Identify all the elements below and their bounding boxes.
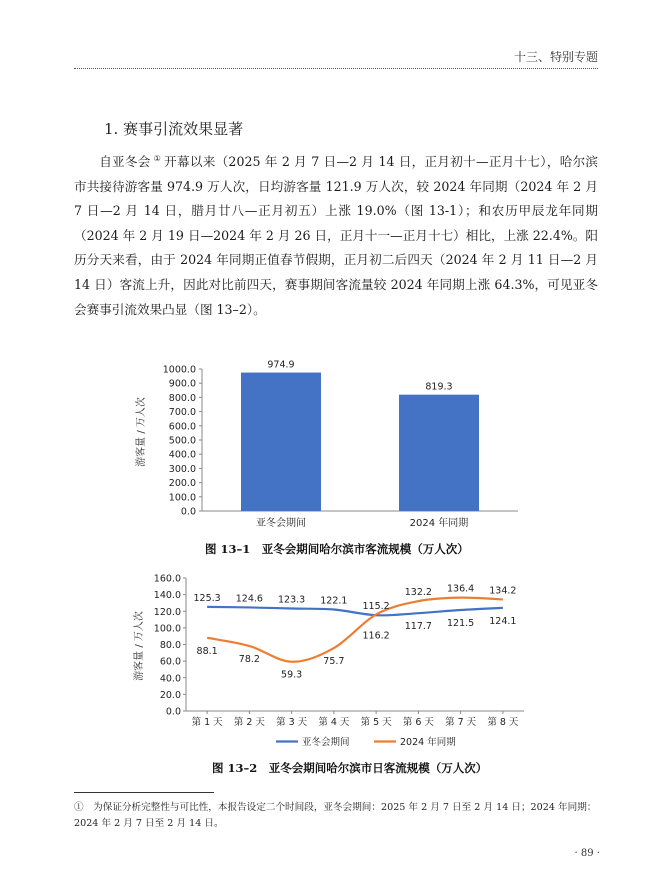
- footnote-rule: [74, 792, 214, 793]
- chart1-category-label: 亚冬会期间: [256, 518, 306, 529]
- chart1-y-tick-label: 0.0: [180, 506, 196, 518]
- chart2-category-label: 第 1 天: [191, 717, 223, 728]
- line-chart-13-2: [128, 570, 540, 754]
- chart2-value-label: 75.7: [323, 656, 345, 668]
- chart2-category-label: 第 6 天: [402, 717, 434, 728]
- page-number: · 89 ·: [574, 848, 600, 859]
- chart2-y-tick-label: 120.0: [153, 606, 181, 618]
- chart1-y-tick-label: 1000.0: [162, 364, 196, 376]
- figure-13-1-caption: 图 13–1 亚冬会期间哈尔滨市客流规模（万人次）: [205, 542, 469, 556]
- body-paragraph: [74, 150, 598, 322]
- chart2-y-tick-label: 80.0: [159, 640, 181, 651]
- chart2-category-label: 第 3 天: [276, 717, 308, 728]
- chart1-y-tick-label: 200.0: [168, 478, 196, 490]
- chart1-y-tick-label: 300.0: [168, 463, 196, 475]
- chart2-value-label: 124.1: [489, 615, 517, 627]
- chart2-category-label: 第 2 天: [233, 717, 265, 728]
- chart1-y-tick-label: 600.0: [168, 421, 196, 433]
- chart2-series-line-0: [207, 607, 503, 616]
- chart2-y-tick-label: 100.0: [153, 623, 181, 635]
- body-text-rest: 开幕以来（2025 年 2 月 7 日—2 月 14 日，正月初十—正月十七），哈尔滨市共接待游客量 974.9 万人次，日均游客量 121.9 万人次，较 2024 年同期（2024 年 2 月 7 日—2 月 14 日，腊月廿八—正月初五）上涨 19.0%（图 13-1）；和农历甲辰龙年同期（2024 年 2 月 19 日—2024 年 2 月 26 日，正月十一—正月十七）相比，上涨 22.4%。阳历分天来看，由于 2024 年同期正值春节假期，正月初二后四天（2024 年 2 月 11 日—2 月 14 日）客流上升，因此对比前四天，赛事期间客流量较 2024 年同期上涨 64.3%，可见亚冬会赛事引流效果凸显（图 13–2）。: [74, 154, 599, 317]
- chart2-value-label: 115.2: [362, 601, 390, 613]
- chart2-y-tick-label: 60.0: [159, 656, 181, 668]
- chart2-legend-label: 2024 年同期: [400, 737, 456, 748]
- footnote-marker[interactable]: ①: [153, 153, 162, 163]
- chart2-y-tick-label: 160.0: [153, 573, 181, 585]
- chart1-y-tick-label: 400.0: [168, 449, 196, 461]
- chart2-value-label: 136.4: [447, 583, 475, 595]
- chart1-y-tick-label: 100.0: [168, 492, 196, 504]
- chart2-value-label: 117.7: [404, 621, 432, 633]
- chart2-category-label: 第 7 天: [445, 717, 477, 728]
- chart2-value-label: 116.2: [362, 630, 390, 642]
- chart2-value-label: 88.1: [196, 645, 218, 657]
- chart2-legend-label: 亚冬会期间: [302, 737, 350, 748]
- chart1-bar: [399, 395, 479, 511]
- chart1-y-tick-label: 700.0: [168, 407, 196, 419]
- chart2-value-label: 59.3: [281, 669, 303, 681]
- chart1-value-label: 974.9: [267, 359, 295, 371]
- chart2-value-label: 121.5: [447, 618, 475, 630]
- figure-13-2-caption: 图 13–2 亚冬会期间哈尔滨市日客流规模（万人次）: [212, 761, 488, 775]
- chart2-y-tick-label: 20.0: [159, 689, 181, 701]
- body-text-start: 自亚冬会: [99, 154, 151, 169]
- chart2-y-tick-label: 40.0: [159, 673, 181, 685]
- section-title: 1. 赛事引流效果显著: [104, 120, 244, 138]
- chart1-y-tick-label: 800.0: [168, 392, 196, 404]
- chart2-value-label: 125.3: [193, 592, 221, 604]
- chart1-y-tick-label: 900.0: [168, 378, 196, 390]
- chart2-value-label: 124.6: [235, 593, 263, 605]
- chart2-category-label: 第 4 天: [318, 717, 350, 728]
- chart2-value-label: 122.1: [320, 595, 348, 607]
- chart1-y-tick-label: 500.0: [168, 435, 196, 447]
- chart2-category-label: 第 5 天: [360, 717, 392, 728]
- chart2-value-label: 123.3: [278, 594, 306, 606]
- chart1-ylabel: 游客量 / 万人次: [136, 397, 147, 467]
- chart2-value-label: 134.2: [489, 585, 517, 597]
- chart2-value-label: 78.2: [238, 653, 260, 665]
- bar-chart-13-1: [130, 356, 540, 538]
- chart2-y-tick-label: 140.0: [153, 590, 181, 602]
- chart2-value-label: 132.2: [404, 587, 432, 599]
- chart1-value-label: 819.3: [425, 381, 453, 393]
- chart2-y-tick-label: 0.0: [165, 706, 181, 718]
- chart2-ylabel: 游客量 / 万人次: [134, 611, 145, 681]
- chart2-category-label: 第 8 天: [487, 717, 519, 728]
- header-title: 十三、特别专题: [513, 50, 598, 64]
- footnote: ① 为保证分析完整性与可比性，本报告设定二个时间段，亚冬会期间：2025 年 2 月 7 日至 2 月 14 日；2024 年同期：2024 年 2 月 7 日至 2 月 14 日。: [74, 802, 597, 829]
- chart1-category-label: 2024 年同期: [409, 518, 469, 529]
- page-header: [74, 46, 598, 69]
- chart1-bar: [241, 373, 321, 511]
